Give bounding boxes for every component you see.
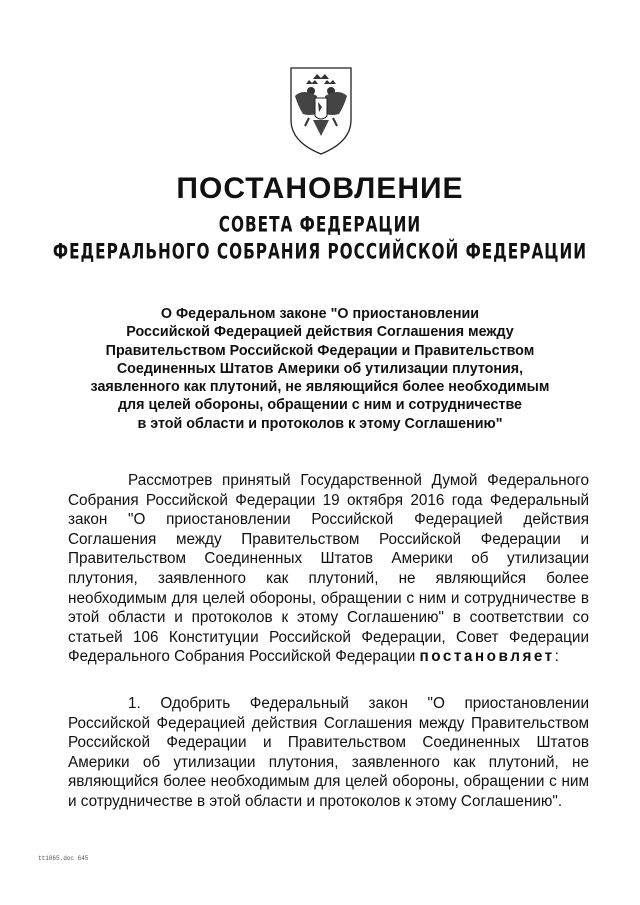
preamble-paragraph	[68, 471, 589, 667]
coat-of-arms-icon	[273, 62, 369, 158]
resolution-item-1: 1. Одобрить Федеральный закон "О приостановлении Российской Федерацией действия Соглашения между Правительством Российской Федерации и Правительством Соединенных Штатов Америки об утилизации плутония, заявленного как плутоний, не являющийся более необходимым для целей обороны, обращении с ним и сотрудничестве в этой области и протоколов к этому Соглашению".	[68, 695, 589, 810]
document-subject	[40, 305, 600, 433]
file-code: tt1065.doc 645	[38, 855, 89, 862]
document-title: ПОСТАНОВЛЕНИЕ	[176, 172, 464, 205]
subject-line: Российской Федерацией действия Соглашения между	[126, 324, 514, 341]
issuer-line-full: ФЕДЕРАЛЬНОГО СОБРАНИЯ РОССИЙСКОЙ ФЕДЕРАЦИИ	[52, 239, 588, 265]
issuer-line: СОВЕТА ФЕДЕРАЦИИ	[218, 212, 422, 238]
subject-line: в этой области и протоколов к этому Соглашению"	[137, 415, 503, 432]
subject-line: О Федеральном законе "О приостановлении	[160, 306, 480, 322]
subject-line: Соединенных Штатов Америки об утилизации плутония,	[116, 360, 524, 377]
subject-line: заявленного как плутоний, не являющийся более необходимым	[90, 379, 550, 396]
subject-line: Правительством Российской Федерации и Правительством	[105, 342, 535, 359]
decree-word: постановляет	[419, 648, 555, 666]
preamble-colon: :	[554, 648, 559, 666]
preamble-text: Рассмотрев принятый Государственной Думой Федерального Собрания Российской Федерации 19 октября 2016 года Федеральный закон "О приостановлении Российской Федерацией действия Соглашения между Правительством Российской Федерации и Правительством Соединенных Штатов Америки об утилизации плутония, заявленного как плутоний, не являющийся более необходимым для целей обороны, обращении с ним и сотрудничестве в этой области и протоколов к этому Соглашению" в соответствии со статьей 106 Конституции Российской Федерации, Совет Федерации Федерального Собрания Российской Федерации	[68, 472, 589, 666]
subject-line: для целей обороны, обращении с ним и сотрудничестве	[117, 397, 522, 414]
